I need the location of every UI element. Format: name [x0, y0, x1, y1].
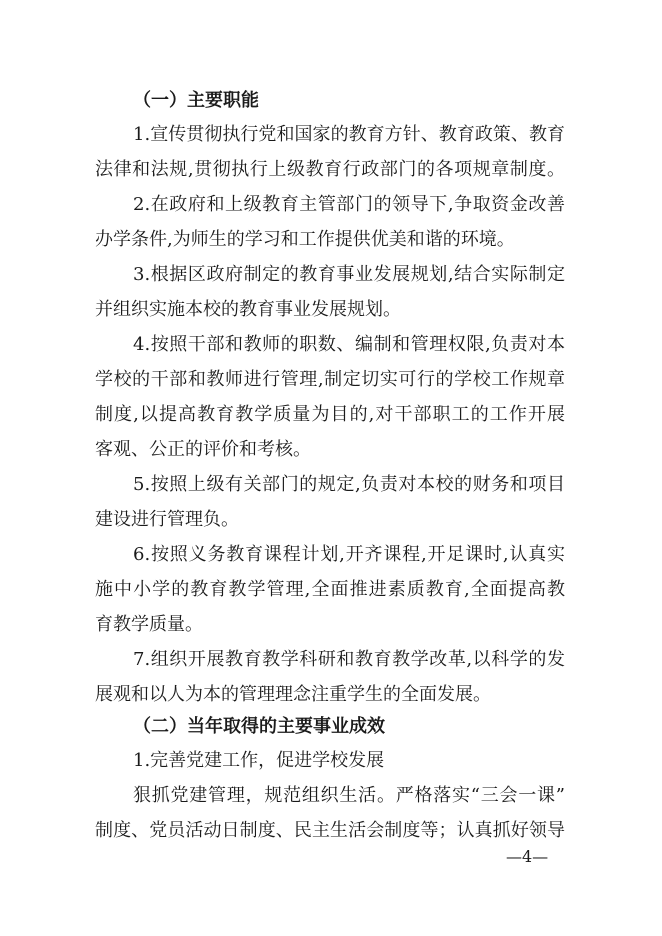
item-5-line-2: 建设进行管理负。	[95, 509, 239, 530]
item-2-line-1: 2.在政府和上级教育主管部门的领导下,争取资金改善	[133, 194, 565, 215]
item-3-line-1: 3.根据区政府制定的教育事业发展规划,结合实际制定	[133, 264, 565, 285]
item-7-line-2: 展观和以人为本的管理理念注重学生的全面发展。	[95, 684, 491, 705]
item-1-line-1: 1.宣传贯彻执行党和国家的教育方针、教育政策、教育	[133, 124, 565, 145]
item-6-line-2: 施中小学的教育教学管理,全面推进素质教育,全面提高教	[95, 579, 565, 600]
paragraph-line-2: 制度、党员活动日制度、民主生活会制度等；认真抓好领导	[95, 820, 565, 841]
item-4-line-2: 学校的干部和教师进行管理,制定切实可行的学校工作规章	[95, 369, 565, 390]
item-4-line-3: 制度,以提高教育教学质量为目的,对干部职工的工作开展	[95, 404, 565, 425]
section-heading-achievements: （二）当年取得的主要事业成效	[133, 716, 385, 737]
section-heading-main-functions: （一）主要职能	[133, 90, 259, 111]
item-2-line-2: 办学条件,为师生的学习和工作提供优美和谐的环境。	[95, 229, 515, 250]
item-6-line-3: 育教学质量。	[95, 614, 203, 635]
item-4-line-4: 客观、公正的评价和考核。	[95, 439, 311, 460]
item-3-line-2: 并组织实施本校的教育事业发展规划。	[95, 299, 401, 320]
item-1-line-2: 法律和法规,贯彻执行上级教育行政部门的各项规章制度。	[95, 159, 565, 180]
item-4-line-1: 4.按照干部和教师的职数、编制和管理权限,负责对本	[133, 334, 565, 355]
item-7-line-1: 7.组织开展教育教学科研和教育教学改革,以科学的发	[133, 649, 565, 670]
paragraph-line-1: 狠抓党建管理，规范组织生活。严格落实“三会一课”	[133, 785, 565, 806]
item-6-line-1: 6.按照义务教育课程计划,开齐课程,开足课时,认真实	[133, 544, 565, 565]
page-number: —4—	[506, 847, 549, 866]
sub-item-party-building: 1.完善党建工作，促进学校发展	[133, 750, 385, 771]
item-5-line-1: 5.按照上级有关部门的规定,负责对本校的财务和项目	[133, 474, 565, 495]
